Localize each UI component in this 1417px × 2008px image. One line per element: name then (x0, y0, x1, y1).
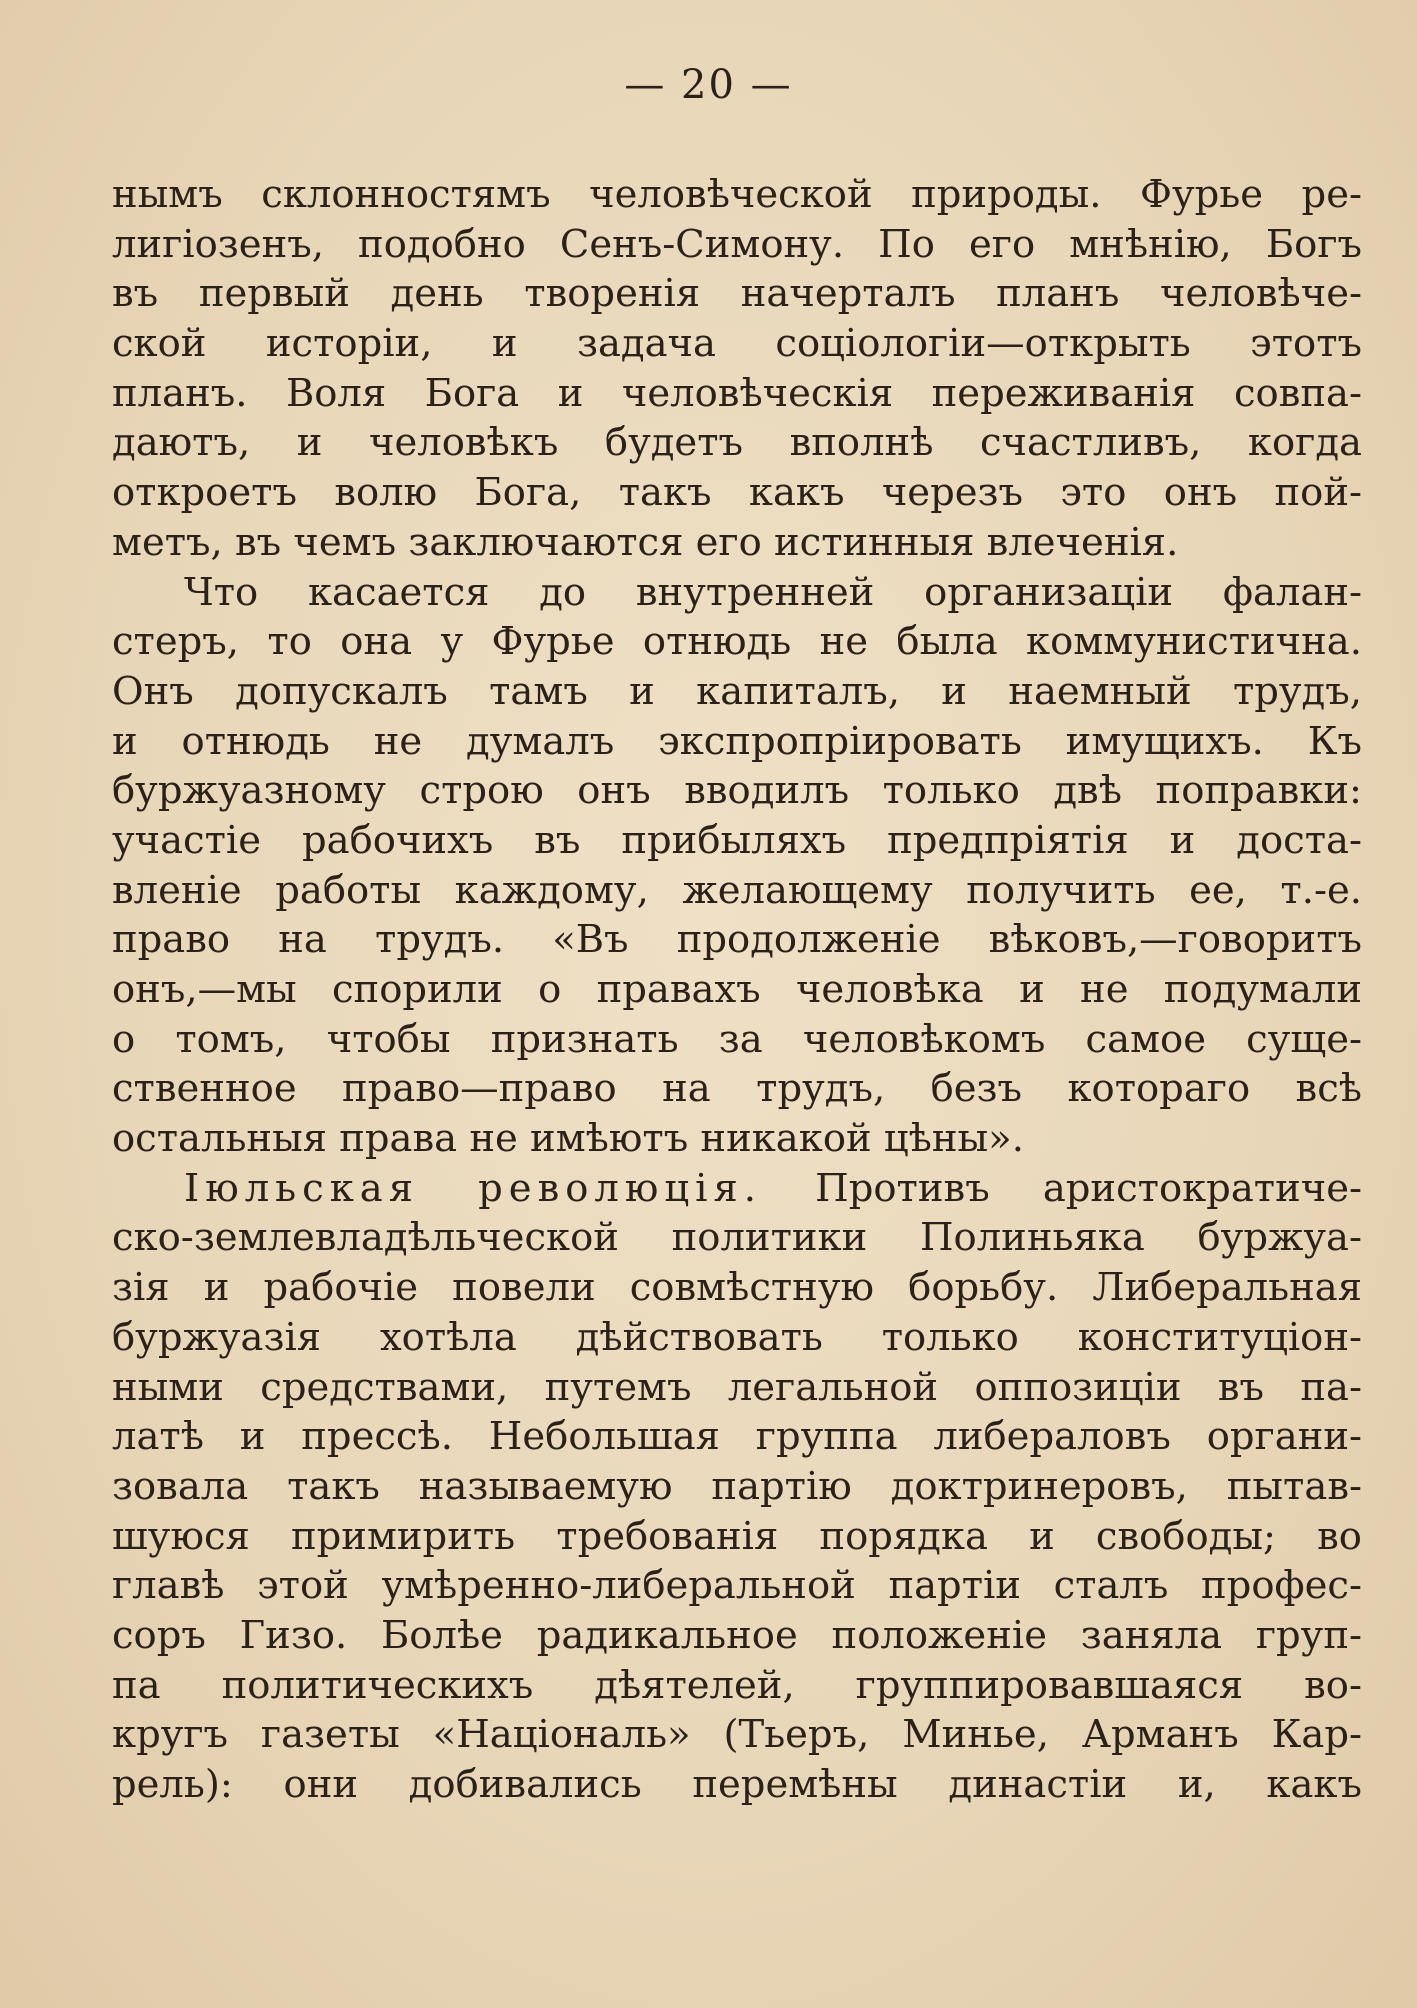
page-text (112, 170, 1362, 1810)
text-line: шуюся примирить требованія порядка и свободы; во (112, 1513, 1362, 1559)
text-line: латѣ и прессѣ. Небольшая группа либераловъ органи- (112, 1414, 1362, 1460)
text-line: Онъ допускалъ тамъ и капиталъ, и наемный трудъ, (112, 668, 1362, 714)
text-line: рель): они добивались перемѣны династіи и, какъ (112, 1762, 1362, 1807)
text-line: зія и рабочіе повели совмѣстную борьбу. Либеральная (112, 1265, 1362, 1311)
text-line: право на трудъ. «Въ продолженіе вѣковъ,—говоритъ (112, 917, 1362, 963)
text-line: ными средствами, путемъ легальной оппозиціи въ па- (112, 1364, 1362, 1410)
text-line: стеръ, то она у Фурье отнюдь не была коммунистична. (112, 619, 1362, 665)
section-heading: Іюльская революція. (184, 1165, 763, 1211)
text-line-section-heading (112, 1164, 1362, 1214)
text-line: планъ. Воля Бога и человѣческія переживанія совпа- (112, 370, 1362, 416)
text-line: даютъ, и человѣкъ будетъ вполнѣ счастливъ, когда (112, 420, 1362, 466)
text-line: откроетъ волю Бога, такъ какъ черезъ это онъ пой- (112, 470, 1362, 516)
text-line: въ первый день творенія начерталъ планъ человѣче- (112, 271, 1362, 317)
page-number: — 20 — (624, 62, 793, 108)
text-line: па политическихъ дѣятелей, группировавшаяся во- (112, 1662, 1362, 1708)
text-line: и отнюдь не думалъ экспропріировать имущихъ. Къ (112, 718, 1362, 764)
text-line: ско-землевладѣльческой политики Полиньяка буржуа- (112, 1215, 1362, 1261)
text-line: остальныя права не имѣютъ никакой цѣны». (112, 1116, 1024, 1162)
text-line: нымъ склонностямъ человѣческой природы. Фурье ре- (112, 172, 1362, 217)
text-line: о томъ, чтобы признать за человѣкомъ самое суще- (112, 1016, 1362, 1062)
text-line: лигіозенъ, подобно Сенъ-Симону. По его мнѣнію, Богъ (112, 221, 1362, 267)
text-line: кругъ газеты «Національ» (Тьеръ, Минье, Арманъ Кар- (112, 1712, 1362, 1758)
text-line: ственное право—право на трудъ, безъ котораго всѣ (112, 1066, 1362, 1112)
text-line: зовала такъ называемую партію доктринеровъ, пытав- (112, 1463, 1362, 1509)
text-line: участіе рабочихъ въ прибыляхъ предпріятія и доста- (112, 817, 1362, 863)
heading-line-rest: Противъ аристократиче- (815, 1165, 1362, 1211)
text-line: буржуазному строю онъ вводилъ только двѣ поправки: (112, 768, 1362, 814)
text-line: главѣ этой умѣренно-либеральной партіи сталъ профес- (112, 1563, 1362, 1609)
text-line: метъ, въ чемъ заключаются его истинныя влеченія. (112, 519, 1179, 565)
text-line: соръ Гизо. Болѣе радикальное положеніе заняла груп- (112, 1612, 1362, 1658)
text-line: буржуазія хотѣла дѣйствовать только конституціон- (112, 1314, 1362, 1360)
text-line: ской исторіи, и задача соціологіи—открыть этотъ (112, 321, 1362, 367)
text-line: Что касается до внутренней организаціи фалан- (184, 569, 1362, 615)
text-line: онъ,—мы спорили о правахъ человѣка и не подумали (112, 967, 1362, 1012)
text-line: вленіе работы каждому, желающему получить ее, т.-е. (112, 867, 1362, 913)
